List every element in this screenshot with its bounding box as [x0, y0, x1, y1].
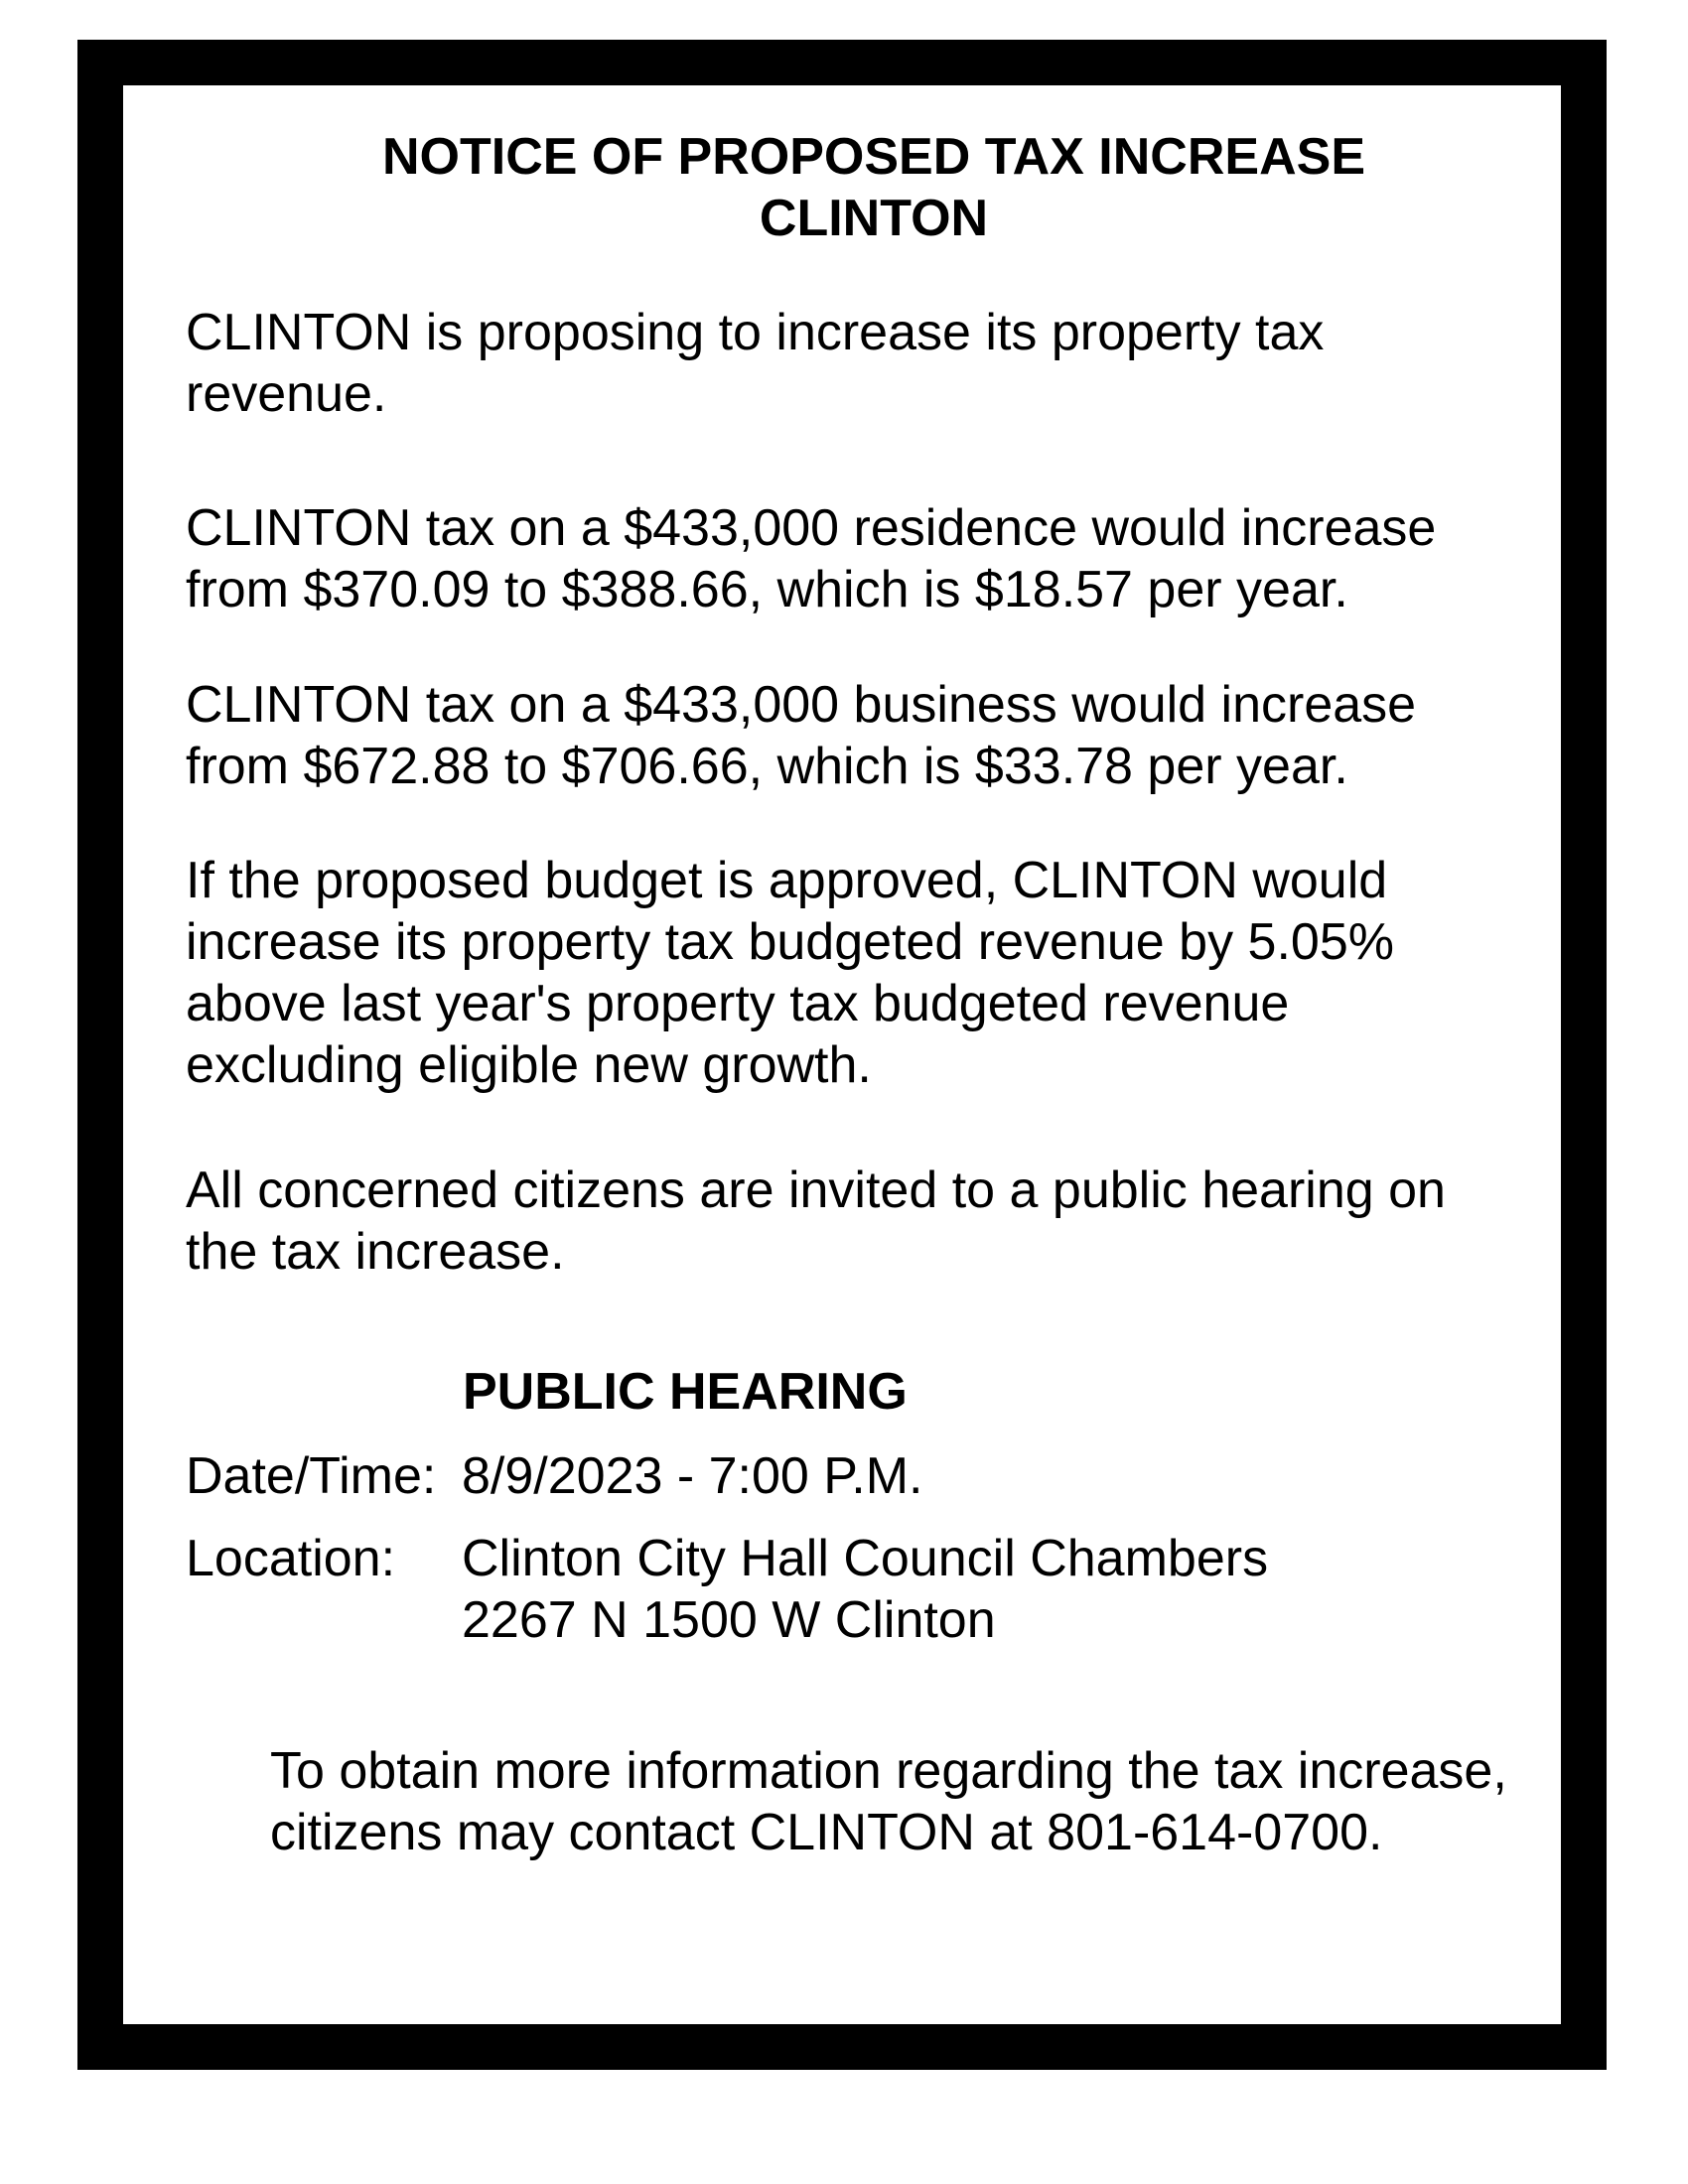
datetime-value: 8/9/2023 - 7:00 P.M. [462, 1447, 923, 1505]
paragraph-line: increase its property tax budgeted revenue by 5.05% [186, 913, 1394, 971]
notice-title [186, 126, 1562, 249]
datetime-label: Date/Time: [186, 1447, 437, 1505]
public-hearing-heading: PUBLIC HEARING [463, 1363, 908, 1421]
paragraph-line: All concerned citizens are invited to a public hearing on [186, 1161, 1446, 1219]
notice-content [186, 85, 1562, 1863]
paragraph-line: above last year's property tax budgeted revenue [186, 975, 1290, 1032]
paragraph-line: from $370.09 to $388.66, which is $18.57 per year. [186, 561, 1348, 618]
paragraph-line: CLINTON tax on a $433,000 business would increase [186, 676, 1417, 734]
paragraph [186, 1160, 1562, 1283]
location-line1: Clinton City Hall Council Chambers [462, 1530, 1269, 1587]
paragraph-line: revenue. [186, 365, 387, 423]
hearing-datetime-row [186, 1445, 1562, 1507]
paragraph-line: If the proposed budget is approved, CLINTON would [186, 852, 1388, 909]
paragraph [186, 302, 1562, 425]
notice-title-line1: NOTICE OF PROPOSED TAX INCREASE [381, 128, 1366, 186]
paragraph [186, 850, 1562, 1096]
paragraph [186, 674, 1562, 797]
paragraph-line: CLINTON is proposing to increase its property tax [186, 304, 1325, 361]
paragraph-line: excluding eligible new growth. [186, 1036, 872, 1094]
contact-line1: To obtain more information regarding the tax increase, [270, 1742, 1507, 1800]
paragraph [186, 497, 1562, 620]
paragraph-line: the tax increase. [186, 1223, 565, 1281]
location-line2: 2267 N 1500 W Clinton [462, 1591, 996, 1649]
location-label: Location: [186, 1530, 396, 1587]
notice-paragraphs [186, 302, 1562, 1283]
paragraph-line: CLINTON tax on a $433,000 residence would increase [186, 499, 1437, 557]
notice-title-line2: CLINTON [759, 190, 989, 247]
location-value [462, 1528, 1268, 1651]
contact-line2: citizens may contact CLINTON at 801-614-0700. [270, 1804, 1383, 1861]
contact-paragraph [270, 1740, 1562, 1863]
paragraph-line: from $672.88 to $706.66, which is $33.78 per year. [186, 738, 1348, 795]
hearing-location-row [186, 1528, 1562, 1651]
